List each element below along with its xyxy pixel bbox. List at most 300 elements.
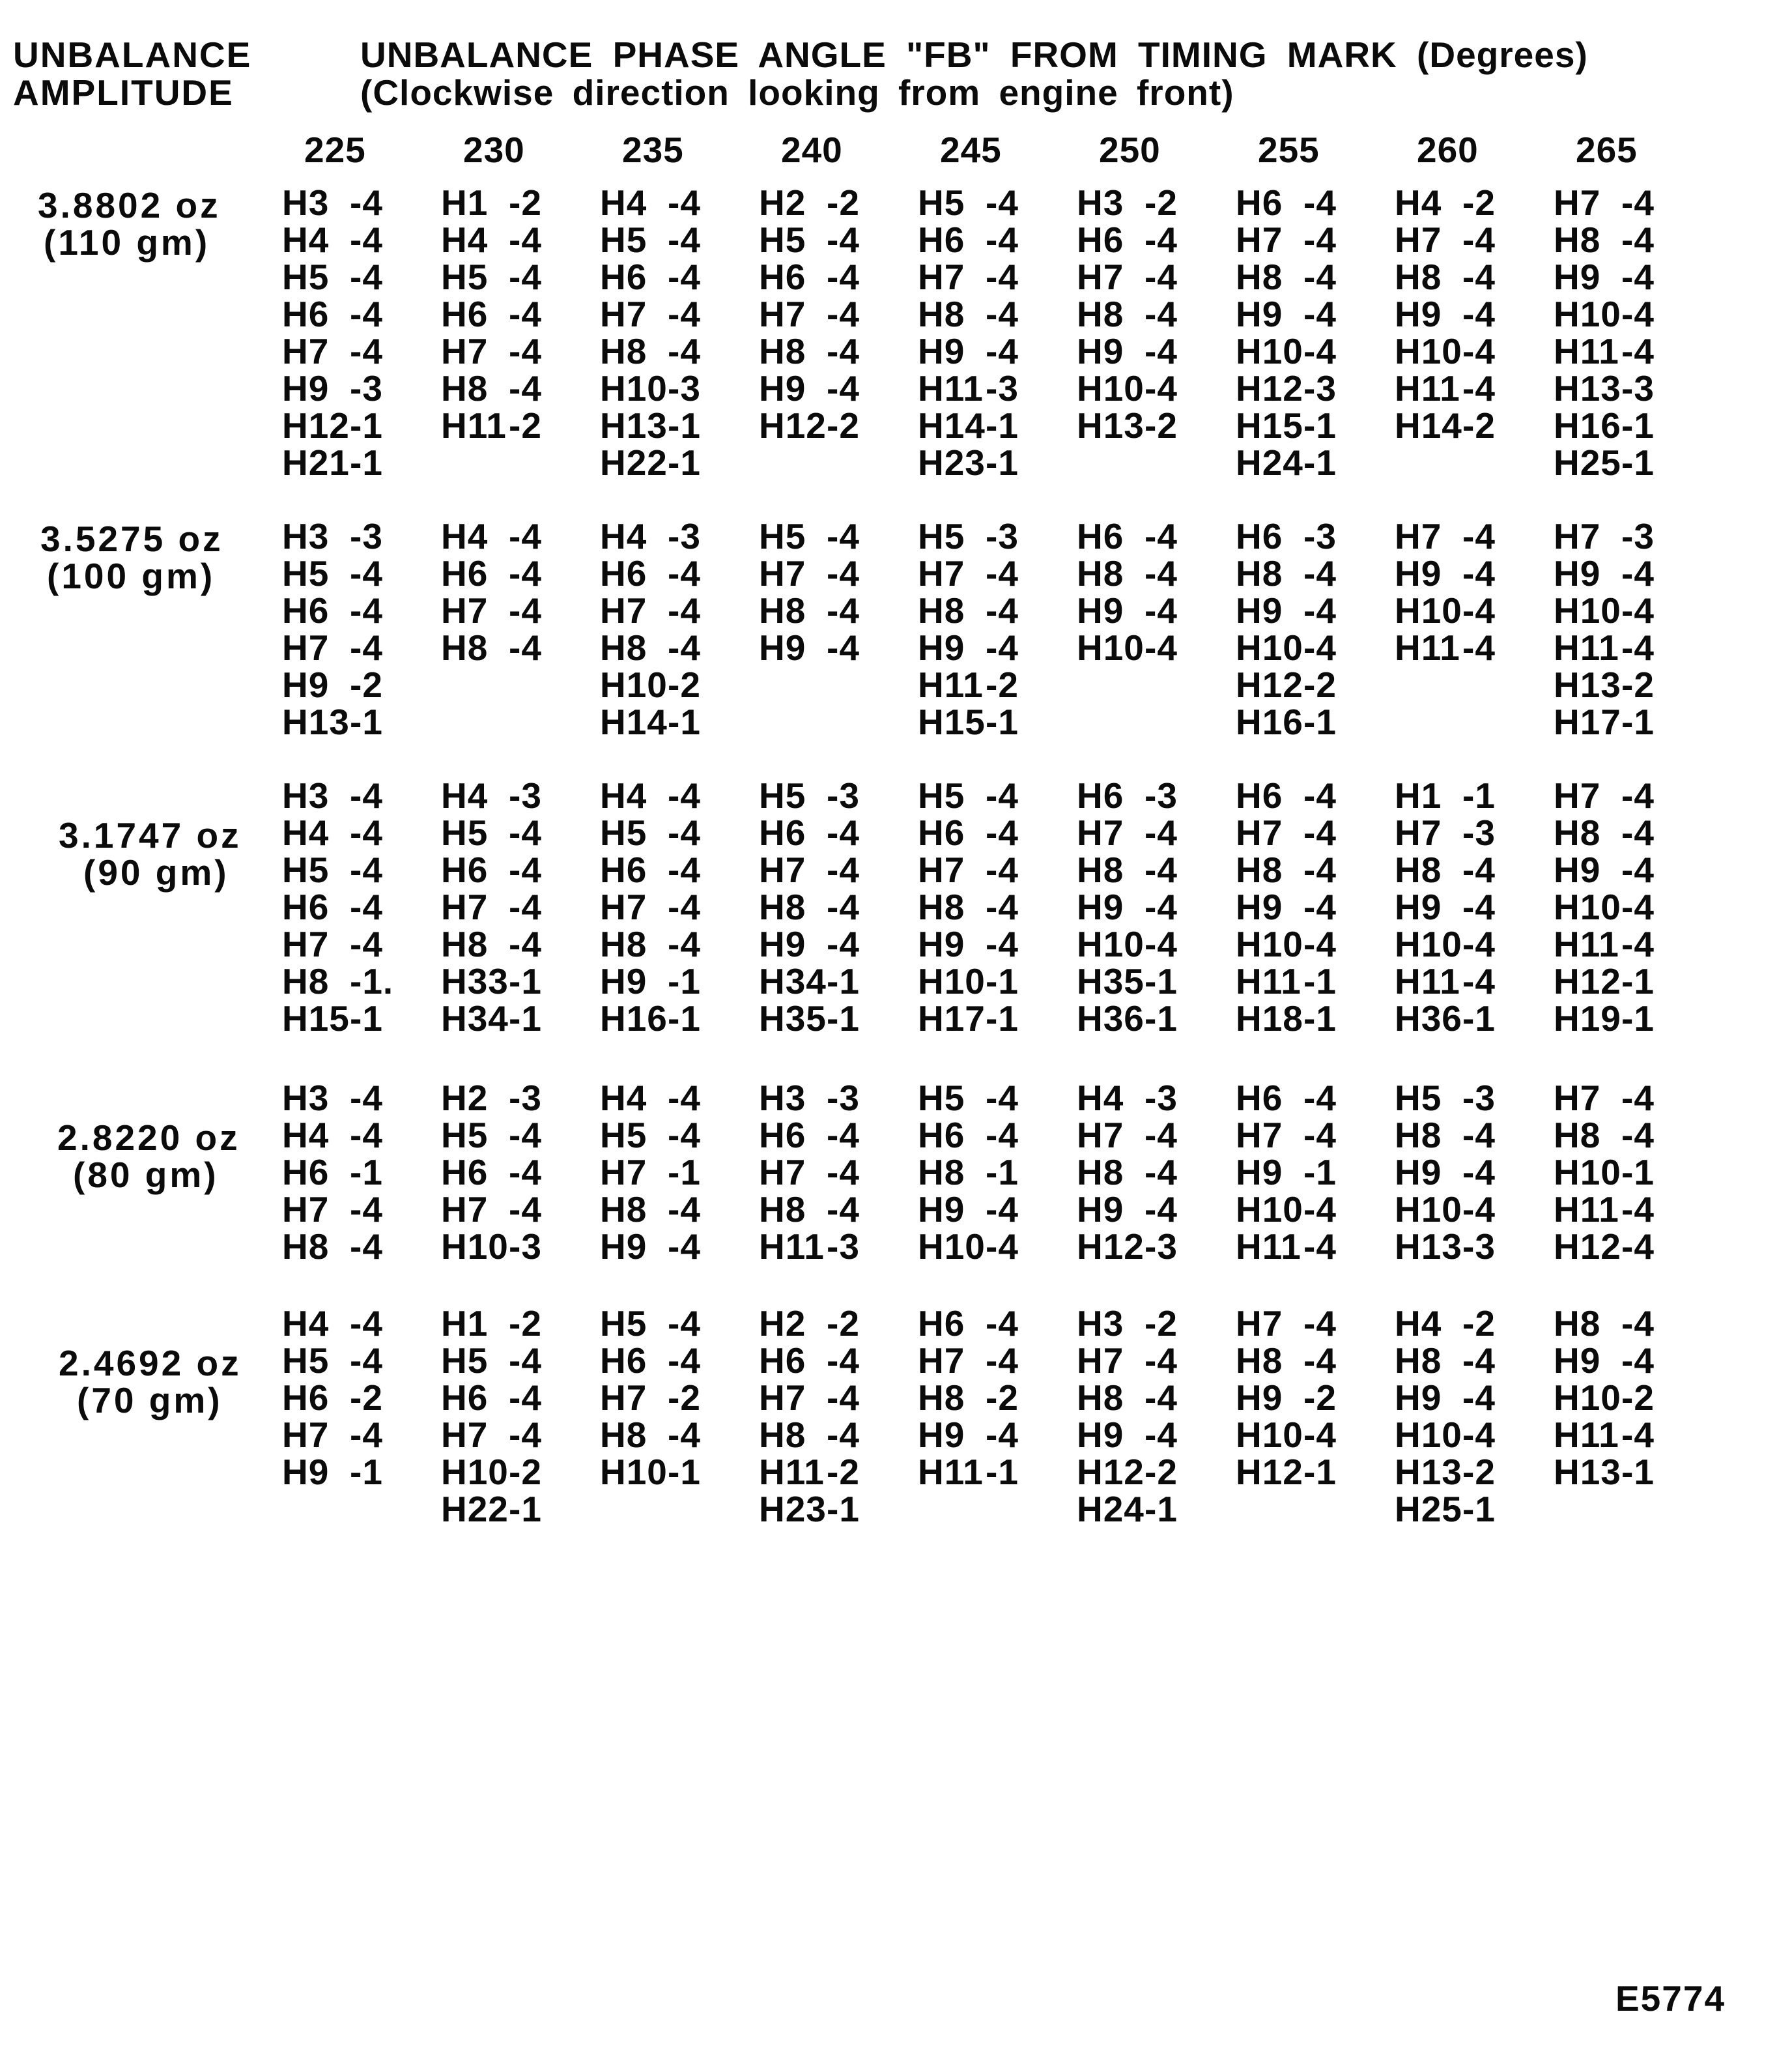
table-entry bbox=[441, 1000, 542, 1037]
harmonic-id: H5 bbox=[441, 813, 489, 853]
harmonic-id: H7 bbox=[759, 294, 806, 334]
table-entry bbox=[918, 407, 1019, 444]
phase-correction-value: -4 bbox=[1303, 850, 1337, 890]
phase-correction-value: -4 bbox=[1303, 887, 1337, 927]
harmonic-id: H8 bbox=[918, 590, 965, 631]
harmonic-id: H2 bbox=[759, 182, 806, 223]
phase-correction-value: -4 bbox=[668, 850, 701, 890]
table-entry bbox=[441, 1080, 542, 1117]
harmonic-id: H36 bbox=[1395, 998, 1462, 1039]
table-entry bbox=[918, 926, 1019, 963]
phase-correction-value: -4 bbox=[509, 257, 542, 297]
phase-correction-value: -1 bbox=[986, 1152, 1019, 1192]
phase-correction-value: -4 bbox=[1303, 775, 1337, 816]
table-entry bbox=[1236, 1080, 1337, 1117]
phase-correction-value: -4 bbox=[1462, 1189, 1496, 1230]
harmonic-id: H10 bbox=[600, 1452, 668, 1492]
table-entry bbox=[1554, 1454, 1655, 1491]
table-entry bbox=[918, 1117, 1019, 1154]
phase-correction-value: -1 bbox=[350, 998, 383, 1039]
phase-correction-value: -1 bbox=[668, 1452, 701, 1492]
phase-correction-value: -1 bbox=[827, 1489, 860, 1529]
harmonic-id: H6 bbox=[282, 887, 330, 927]
phase-correction-value: -4 bbox=[986, 590, 1019, 631]
table-entry bbox=[282, 814, 393, 852]
harmonic-id: H8 bbox=[1554, 1303, 1601, 1344]
table-entry bbox=[918, 629, 1019, 667]
phase-correction-value: -4 bbox=[350, 220, 383, 260]
harmonic-id: H9 bbox=[759, 627, 806, 668]
phase-correction-value: -3 bbox=[350, 368, 383, 409]
phase-correction-value: -4 bbox=[1621, 627, 1655, 668]
table-entry bbox=[918, 259, 1019, 296]
phase-correction-value: -4 bbox=[350, 182, 383, 223]
table-entry bbox=[1554, 592, 1655, 629]
table-entry bbox=[282, 667, 383, 704]
amplitude-label-gm: (100 gm) bbox=[47, 556, 216, 596]
harmonic-id: H11 bbox=[1395, 961, 1460, 1001]
phase-correction-value: -4 bbox=[986, 924, 1019, 964]
table-entry bbox=[1077, 814, 1178, 852]
table-column-235-block-1 bbox=[600, 518, 701, 741]
phase-correction-value: -4 bbox=[1145, 1189, 1178, 1230]
table-entry bbox=[282, 296, 383, 333]
table-entry bbox=[759, 259, 860, 296]
harmonic-id: H3 bbox=[282, 182, 330, 223]
table-entry bbox=[759, 1228, 860, 1265]
harmonic-id: H8 bbox=[759, 1415, 806, 1455]
phase-correction-value: -1 bbox=[1303, 442, 1337, 483]
phase-correction-value: -1. bbox=[350, 961, 394, 1001]
column-header-260: 260 bbox=[1417, 130, 1479, 170]
phase-correction-value: -4 bbox=[350, 1115, 383, 1155]
phase-correction-value: -4 bbox=[1462, 850, 1496, 890]
table-entry bbox=[1236, 407, 1337, 444]
phase-correction-value: -4 bbox=[509, 813, 542, 853]
table-entry bbox=[600, 1154, 701, 1191]
table-entry bbox=[759, 629, 860, 667]
table-entry bbox=[441, 1379, 542, 1417]
table-entry bbox=[1236, 963, 1337, 1000]
phase-correction-value: -4 bbox=[1145, 294, 1178, 334]
table-entry bbox=[441, 1117, 542, 1154]
amplitude-label-gm: (110 gm) bbox=[44, 222, 210, 263]
harmonic-id: H6 bbox=[441, 850, 489, 890]
table-entry bbox=[1395, 852, 1496, 889]
table-column-225-block-0 bbox=[282, 184, 383, 482]
table-entry bbox=[282, 333, 383, 370]
harmonic-id: H34 bbox=[759, 961, 827, 1001]
harmonic-id: H10 bbox=[1395, 590, 1462, 631]
table-entry bbox=[759, 518, 860, 555]
phase-correction-value: -4 bbox=[1621, 257, 1655, 297]
table-entry bbox=[1395, 1379, 1496, 1417]
phase-correction-value: -1 bbox=[668, 961, 701, 1001]
table-entry bbox=[1236, 1417, 1337, 1454]
table-entry bbox=[1077, 296, 1178, 333]
table-entry bbox=[1395, 1000, 1496, 1037]
harmonic-id: H5 bbox=[282, 1340, 330, 1381]
table-entry bbox=[1236, 592, 1337, 629]
harmonic-id: H5 bbox=[600, 1115, 647, 1155]
phase-correction-value: -4 bbox=[668, 1303, 701, 1344]
harmonic-id: H5 bbox=[918, 516, 965, 556]
harmonic-id: H8 bbox=[1554, 813, 1601, 853]
harmonic-id: H6 bbox=[441, 1152, 489, 1192]
table-entry bbox=[918, 1342, 1019, 1379]
phase-correction-value: -4 bbox=[986, 850, 1019, 890]
table-entry bbox=[1554, 1000, 1655, 1037]
phase-correction-value: -1 bbox=[1621, 998, 1655, 1039]
phase-correction-value: -4 bbox=[1303, 1078, 1337, 1118]
phase-correction-value: -3 bbox=[986, 368, 1019, 409]
table-entry bbox=[600, 333, 701, 370]
phase-correction-value: -3 bbox=[668, 516, 701, 556]
harmonic-id: H7 bbox=[759, 1152, 806, 1192]
table-entry bbox=[282, 1342, 383, 1379]
phase-correction-value: -4 bbox=[1621, 775, 1655, 816]
table-entry bbox=[1236, 1228, 1337, 1265]
phase-correction-value: -1 bbox=[1621, 1452, 1655, 1492]
harmonic-id: H14 bbox=[600, 702, 668, 742]
table-entry bbox=[759, 1305, 860, 1342]
phase-correction-value: -4 bbox=[827, 1189, 860, 1230]
harmonic-id: H4 bbox=[600, 1078, 647, 1118]
table-entry bbox=[282, 629, 383, 667]
phase-correction-value: -4 bbox=[350, 1078, 383, 1118]
table-entry bbox=[600, 518, 701, 555]
phase-correction-value: -4 bbox=[827, 220, 860, 260]
table-column-260-block-0 bbox=[1395, 184, 1496, 444]
table-column-240-block-1 bbox=[759, 518, 860, 667]
harmonic-id: H7 bbox=[1077, 1340, 1124, 1381]
amplitude-label-gm: (90 gm) bbox=[83, 852, 229, 893]
phase-correction-value: -4 bbox=[1621, 1340, 1655, 1381]
phase-correction-value: -4 bbox=[1621, 294, 1655, 334]
phase-correction-value: -2 bbox=[509, 1303, 542, 1344]
harmonic-id: H7 bbox=[918, 850, 965, 890]
harmonic-id: H7 bbox=[1077, 1115, 1124, 1155]
table-entry bbox=[1077, 1154, 1178, 1191]
phase-correction-value: -4 bbox=[986, 1415, 1019, 1455]
harmonic-id: H9 bbox=[1236, 887, 1283, 927]
harmonic-id: H9 bbox=[1554, 1340, 1601, 1381]
table-entry bbox=[282, 592, 383, 629]
harmonic-id: H10 bbox=[1554, 590, 1621, 631]
table-column-245-block-0 bbox=[918, 184, 1019, 482]
phase-correction-value: -4 bbox=[986, 1078, 1019, 1118]
phase-correction-value: -1 bbox=[1145, 998, 1178, 1039]
column-header-265: 265 bbox=[1576, 130, 1638, 170]
table-column-255-block-1 bbox=[1236, 518, 1337, 741]
table-entry bbox=[1395, 296, 1496, 333]
table-column-240-block-3 bbox=[759, 1080, 860, 1265]
phase-correction-value: -4 bbox=[1145, 1340, 1178, 1381]
harmonic-id: H6 bbox=[441, 294, 489, 334]
table-column-225-block-2 bbox=[282, 777, 393, 1037]
table-entry bbox=[441, 814, 542, 852]
harmonic-id: H10 bbox=[1236, 924, 1303, 964]
table-entry bbox=[1236, 184, 1337, 222]
table-entry bbox=[759, 296, 860, 333]
column-header-245: 245 bbox=[940, 130, 1002, 170]
harmonic-id: H5 bbox=[282, 257, 330, 297]
table-entry bbox=[759, 1454, 860, 1491]
harmonic-id: H7 bbox=[600, 1152, 647, 1192]
table-entry bbox=[600, 667, 701, 704]
phase-correction-value: -1 bbox=[1303, 1152, 1337, 1192]
table-entry bbox=[282, 704, 383, 741]
phase-correction-value: -2 bbox=[827, 405, 860, 446]
phase-correction-value: -4 bbox=[509, 1115, 542, 1155]
table-entry bbox=[1554, 629, 1655, 667]
phase-correction-value: -4 bbox=[668, 257, 701, 297]
table-column-230-block-3 bbox=[441, 1080, 542, 1265]
table-entry bbox=[1395, 777, 1496, 814]
harmonic-id: H7 bbox=[1395, 813, 1442, 853]
phase-correction-value: -3 bbox=[1462, 1226, 1496, 1267]
harmonic-id: H6 bbox=[441, 553, 489, 594]
table-entry bbox=[1236, 296, 1337, 333]
table-entry bbox=[600, 296, 701, 333]
table-entry bbox=[1554, 1080, 1655, 1117]
harmonic-id: H8 bbox=[1395, 257, 1442, 297]
column-header-250: 250 bbox=[1099, 130, 1161, 170]
table-entry bbox=[1077, 629, 1178, 667]
harmonic-id: H13 bbox=[1395, 1226, 1462, 1267]
harmonic-id: H7 bbox=[1395, 220, 1442, 260]
harmonic-id: H8 bbox=[759, 1189, 806, 1230]
phase-correction-value: -4 bbox=[350, 775, 383, 816]
harmonic-id: H5 bbox=[441, 1115, 489, 1155]
phase-correction-value: -4 bbox=[1462, 294, 1496, 334]
harmonic-id: H8 bbox=[1077, 553, 1124, 594]
table-entry bbox=[282, 777, 393, 814]
phase-correction-value: -2 bbox=[1462, 405, 1496, 446]
harmonic-id: H18 bbox=[1236, 998, 1303, 1039]
phase-correction-value: -4 bbox=[509, 1340, 542, 1381]
phase-correction-value: -4 bbox=[668, 331, 701, 371]
harmonic-id: H4 bbox=[600, 182, 647, 223]
phase-correction-value: -2 bbox=[827, 1452, 860, 1492]
harmonic-id: H9 bbox=[1395, 887, 1442, 927]
table-entry bbox=[1236, 1117, 1337, 1154]
harmonic-id: H9 bbox=[918, 1415, 965, 1455]
harmonic-id: H9 bbox=[600, 1226, 647, 1267]
table-entry bbox=[282, 370, 383, 407]
harmonic-id: H13 bbox=[1554, 665, 1621, 705]
table-entry bbox=[759, 333, 860, 370]
table-entry bbox=[1236, 1000, 1337, 1037]
harmonic-id: H6 bbox=[759, 1115, 806, 1155]
table-entry bbox=[1554, 704, 1655, 741]
table-entry bbox=[1395, 814, 1496, 852]
harmonic-id: H35 bbox=[759, 998, 827, 1039]
phase-correction-value: -4 bbox=[1621, 850, 1655, 890]
harmonic-id: H6 bbox=[1236, 1078, 1283, 1118]
table-entry bbox=[759, 926, 860, 963]
table-column-265-block-2 bbox=[1554, 777, 1655, 1037]
harmonic-id: H12 bbox=[1236, 665, 1303, 705]
harmonic-id: H8 bbox=[1236, 1340, 1283, 1381]
harmonic-id: H14 bbox=[1395, 405, 1462, 446]
phase-correction-value: -4 bbox=[1145, 590, 1178, 631]
table-entry bbox=[918, 852, 1019, 889]
phase-correction-value: -4 bbox=[509, 294, 542, 334]
harmonic-id: H5 bbox=[282, 553, 330, 594]
harmonic-id: H6 bbox=[918, 813, 965, 853]
phase-correction-value: -4 bbox=[986, 813, 1019, 853]
phase-correction-value: -2 bbox=[668, 1377, 701, 1418]
page-title: UNBALANCE PHASE ANGLE "FB" FROM TIMING MARK (Degrees) bbox=[360, 35, 1588, 75]
table-entry bbox=[600, 777, 701, 814]
table-entry bbox=[1395, 1342, 1496, 1379]
harmonic-id: H16 bbox=[600, 998, 668, 1039]
table-entry bbox=[441, 1154, 542, 1191]
phase-correction-value: -2 bbox=[509, 182, 542, 223]
harmonic-id: H6 bbox=[282, 590, 330, 631]
harmonic-id: H33 bbox=[441, 961, 509, 1001]
phase-correction-value: -1 bbox=[1303, 405, 1337, 446]
harmonic-id: H9 bbox=[600, 961, 647, 1001]
phase-correction-value: -4 bbox=[668, 813, 701, 853]
phase-correction-value: -4 bbox=[509, 1189, 542, 1230]
phase-correction-value: -4 bbox=[827, 553, 860, 594]
table-column-240-block-2 bbox=[759, 777, 860, 1037]
harmonic-id: H8 bbox=[600, 1415, 647, 1455]
table-column-225-block-1 bbox=[282, 518, 383, 741]
table-column-250-block-3 bbox=[1077, 1080, 1178, 1265]
harmonic-id: H7 bbox=[282, 1415, 330, 1455]
harmonic-id: H4 bbox=[1395, 1303, 1442, 1344]
phase-correction-value: -4 bbox=[509, 220, 542, 260]
phase-correction-value: -4 bbox=[668, 887, 701, 927]
harmonic-id: H6 bbox=[600, 1340, 647, 1381]
table-entry bbox=[441, 852, 542, 889]
harmonic-id: H7 bbox=[441, 887, 489, 927]
table-entry bbox=[282, 852, 393, 889]
phase-correction-value: -4 bbox=[1462, 1415, 1496, 1455]
phase-correction-value: -4 bbox=[1303, 257, 1337, 297]
table-entry bbox=[1077, 1117, 1178, 1154]
harmonic-id: H8 bbox=[600, 331, 647, 371]
phase-correction-value: -1 bbox=[509, 998, 542, 1039]
phase-correction-value: -4 bbox=[350, 850, 383, 890]
table-entry bbox=[1554, 296, 1655, 333]
harmonic-id: H8 bbox=[441, 924, 489, 964]
table-entry bbox=[1395, 1417, 1496, 1454]
phase-correction-value: -1 bbox=[1303, 961, 1337, 1001]
harmonic-id: H7 bbox=[1236, 813, 1283, 853]
table-entry bbox=[759, 1491, 860, 1528]
table-entry bbox=[1236, 222, 1337, 259]
harmonic-id: H23 bbox=[918, 442, 986, 483]
table-entry bbox=[759, 1417, 860, 1454]
harmonic-id: H9 bbox=[918, 924, 965, 964]
phase-correction-value: -4 bbox=[509, 627, 542, 668]
table-entry bbox=[1395, 333, 1496, 370]
phase-correction-value: -1 bbox=[1621, 702, 1655, 742]
harmonic-id: H10 bbox=[441, 1226, 509, 1267]
phase-correction-value: -1 bbox=[986, 442, 1019, 483]
table-entry bbox=[918, 296, 1019, 333]
phase-correction-value: -4 bbox=[1621, 1115, 1655, 1155]
phase-correction-value: -4 bbox=[827, 257, 860, 297]
harmonic-id: H8 bbox=[600, 627, 647, 668]
phase-correction-value: -4 bbox=[668, 775, 701, 816]
harmonic-id: H10 bbox=[1236, 1415, 1303, 1455]
phase-correction-value: -4 bbox=[1145, 850, 1178, 890]
harmonic-id: H13 bbox=[1554, 1452, 1621, 1492]
amplitude-label-oz: 2.8220 oz bbox=[57, 1117, 240, 1158]
table-column-240-block-0 bbox=[759, 184, 860, 444]
phase-correction-value: -2 bbox=[1145, 1303, 1178, 1344]
table-entry bbox=[759, 1000, 860, 1037]
phase-correction-value: -2 bbox=[986, 665, 1019, 705]
table-entry bbox=[918, 518, 1019, 555]
harmonic-id: H23 bbox=[759, 1489, 827, 1529]
harmonic-id: H4 bbox=[600, 516, 647, 556]
harmonic-id: H6 bbox=[759, 813, 806, 853]
phase-correction-value: -4 bbox=[1462, 887, 1496, 927]
harmonic-id: H12 bbox=[1236, 368, 1303, 409]
table-entry bbox=[441, 1454, 542, 1491]
phase-correction-value: -4 bbox=[1303, 924, 1337, 964]
phase-correction-value: -1 bbox=[668, 442, 701, 483]
harmonic-id: H7 bbox=[600, 590, 647, 631]
table-entry bbox=[1077, 926, 1178, 963]
harmonic-id: H10 bbox=[1395, 331, 1462, 371]
table-entry bbox=[282, 963, 393, 1000]
harmonic-id: H9 bbox=[759, 368, 806, 409]
table-entry bbox=[282, 1154, 383, 1191]
table-entry bbox=[282, 1417, 383, 1454]
phase-correction-value: -1 bbox=[1621, 405, 1655, 446]
phase-correction-value: -4 bbox=[350, 1415, 383, 1455]
phase-correction-value: -4 bbox=[1621, 1189, 1655, 1230]
harmonic-id: H8 bbox=[1554, 220, 1601, 260]
harmonic-id: H9 bbox=[282, 368, 330, 409]
phase-correction-value: -3 bbox=[827, 1226, 860, 1267]
phase-correction-value: -4 bbox=[509, 1377, 542, 1418]
table-entry bbox=[1554, 370, 1655, 407]
harmonic-id: H10 bbox=[1077, 627, 1145, 668]
table-entry bbox=[1395, 1154, 1496, 1191]
harmonic-id: H8 bbox=[918, 1152, 965, 1192]
harmonic-id: H13 bbox=[1395, 1452, 1462, 1492]
phase-correction-value: -4 bbox=[1621, 1226, 1655, 1267]
phase-correction-value: -3 bbox=[986, 516, 1019, 556]
harmonic-id: H5 bbox=[759, 516, 806, 556]
phase-correction-value: -3 bbox=[1145, 1226, 1178, 1267]
table-entry bbox=[918, 333, 1019, 370]
phase-correction-value: -4 bbox=[668, 553, 701, 594]
harmonic-id: H10 bbox=[1395, 1415, 1462, 1455]
table-entry bbox=[759, 407, 860, 444]
harmonic-id: H11 bbox=[1236, 1226, 1301, 1267]
phase-correction-value: -2 bbox=[1303, 665, 1337, 705]
harmonic-id: H6 bbox=[1077, 220, 1124, 260]
harmonic-id: H6 bbox=[600, 257, 647, 297]
table-entry bbox=[282, 407, 383, 444]
harmonic-id: H7 bbox=[1554, 1078, 1601, 1118]
harmonic-id: H7 bbox=[1236, 1115, 1283, 1155]
table-entry bbox=[282, 1305, 383, 1342]
phase-correction-value: -4 bbox=[1462, 924, 1496, 964]
harmonic-id: H4 bbox=[1395, 182, 1442, 223]
table-entry bbox=[918, 963, 1019, 1000]
phase-correction-value: -4 bbox=[827, 1377, 860, 1418]
